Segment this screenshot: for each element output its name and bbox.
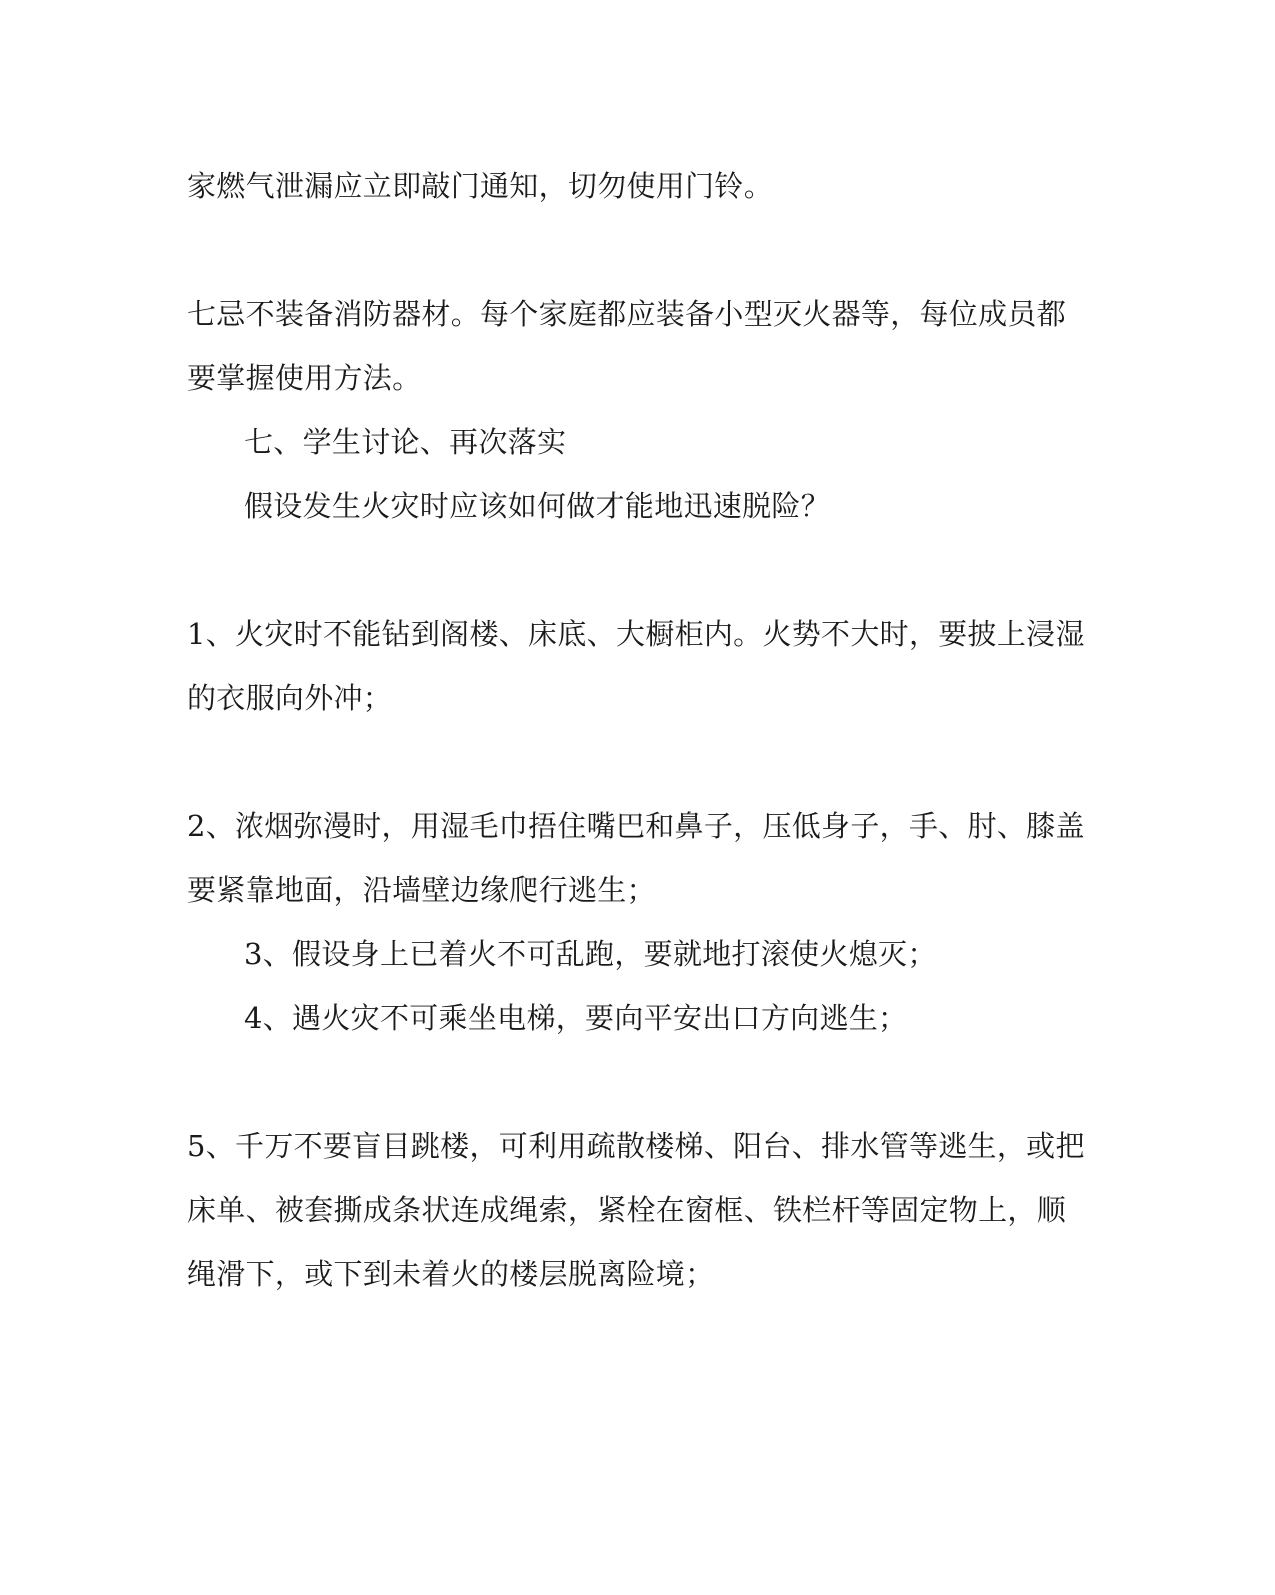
list-item-line: 2、浓烟弥漫时，用湿毛巾捂住嘴巴和鼻子，压低身子，手、肘、膝盖 [187,809,1085,843]
list-item-line: 要紧靠地面，沿墙壁边缘爬行逃生； [187,873,656,907]
question-line: 假设发生火灾时应该如何做才能地迅速脱险？ [244,489,831,523]
list-item-line: 绳滑下，或下到未着火的楼层脱离险境； [187,1257,715,1291]
list-item-line: 3、假设身上已着火不可乱跑，要就地打滚使火熄灭； [244,937,937,971]
paragraph-line: 七忌不装备消防器材。每个家庭都应装备小型灭火器等，每位成员都 [187,297,1067,331]
list-item-line: 的衣服向外冲； [187,681,393,715]
section-heading: 七、学生讨论、再次落实 [244,425,567,459]
list-item-line: 5、千万不要盲目跳楼，可利用疏散楼梯、阳台、排水管等逃生，或把 [187,1129,1085,1163]
list-item-line: 床单、被套撕成条状连成绳索，紧栓在窗框、铁栏杆等固定物上，顺 [187,1193,1067,1227]
list-item-line: 1、火灾时不能钻到阁楼、床底、大橱柜内。火势不大时，要披上浸湿 [187,617,1085,651]
paragraph-line: 家燃气泄漏应立即敲门通知，切勿使用门铃。 [187,169,774,203]
list-item-line: 4、遇火灾不可乘坐电梯，要向平安出口方向逃生； [244,1001,908,1035]
paragraph-line: 要掌握使用方法。 [187,361,422,395]
